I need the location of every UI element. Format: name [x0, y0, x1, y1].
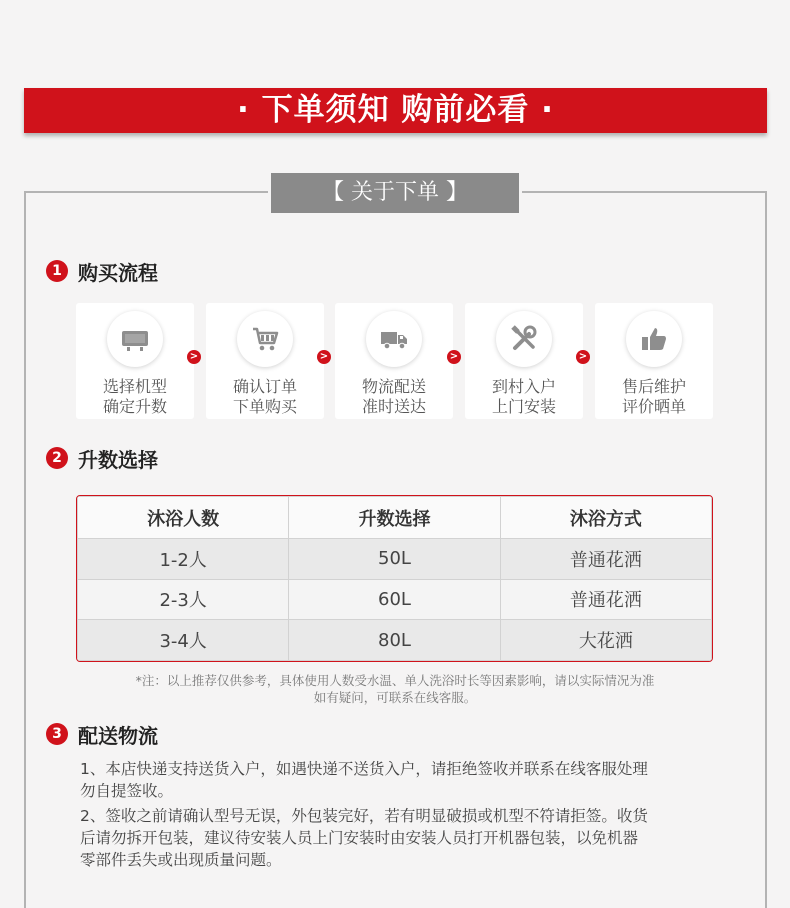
step-label-line2: 确定升数: [102, 397, 167, 416]
delivery-paragraph-1: [80, 758, 700, 802]
section-number: 2: [46, 447, 68, 469]
column-header: 升数选择: [289, 497, 500, 539]
table-cell: 3-4人: [78, 620, 289, 661]
step-label-line1: 确认订单: [232, 377, 297, 396]
purchase-steps: [76, 303, 716, 419]
paragraph-line: 后请勿拆开包装，建议待安装人员上门安装时由安装人员打开机器包装，以免机器: [80, 829, 639, 847]
step-label-line1: 选择机型: [102, 377, 167, 396]
paragraph-line: 零部件丢失或出现质量问题。: [80, 851, 282, 869]
paragraph-line: 2、签收之前请确认型号无误，外包装完好，若有明显破损或机型不符请拒签。收货: [80, 807, 648, 825]
table-cell: 2-3人: [78, 579, 289, 620]
table-cell: 大花洒: [500, 620, 711, 661]
step-arrow-icon: >: [317, 350, 331, 364]
table-note-line2: 如有疑问，可联系在线客服。: [313, 690, 477, 705]
water-heater-icon: [121, 325, 149, 353]
step-label-line1: 物流配送: [361, 377, 426, 396]
section-title: 购买流程: [78, 260, 158, 285]
step-arrow-icon: >: [576, 350, 590, 364]
tools-icon: [510, 325, 538, 353]
table-cell: 80L: [289, 620, 500, 661]
section-tab: 【 关于下单 】: [268, 173, 522, 213]
step-arrow-icon: >: [187, 350, 201, 364]
step-label-line2: 下单购买: [232, 397, 297, 416]
section-heading-capacity: [46, 445, 158, 471]
truck-icon: [380, 325, 408, 353]
thumbs-up-icon: [640, 325, 668, 353]
step-icon-circle: [496, 311, 552, 367]
step-icon-circle: [366, 311, 422, 367]
step-label-line2: 评价晒单: [621, 397, 686, 416]
table-cell: 50L: [289, 539, 500, 580]
banner-title: · 下单须知 购前必看 ·: [24, 88, 767, 133]
step-icon-circle: [107, 311, 163, 367]
column-header: 沐浴方式: [500, 497, 711, 539]
step-confirm-order: [206, 303, 324, 419]
step-label-line1: 售后维护: [621, 377, 686, 396]
table-cell: 60L: [289, 579, 500, 620]
table-cell: 普通花洒: [500, 539, 711, 580]
step-label-line1: 到村入户: [491, 377, 556, 396]
table-row: [78, 539, 712, 580]
step-icon-circle: [237, 311, 293, 367]
step-after-sales: [595, 303, 713, 419]
step-icon-circle: [626, 311, 682, 367]
step-choose-model: [76, 303, 194, 419]
table-row: [78, 620, 712, 661]
section-heading-purchase: [46, 258, 158, 284]
section-title: 升数选择: [78, 447, 158, 472]
paragraph-line: 1、本店快递支持送货入户，如遇快递不送货入户，请拒绝签收并联系在线客服处理: [80, 760, 648, 778]
table-cell: 1-2人: [78, 539, 289, 580]
column-header: 沐浴人数: [78, 497, 289, 539]
capacity-table: [76, 495, 713, 662]
table-row: [78, 579, 712, 620]
paragraph-line: 勿自提签收。: [80, 782, 174, 800]
table-note-line1: *注：以上推荐仅供参考，具体使用人数受水温、单人洗浴时长等因素影响，请以实际情况为准: [135, 673, 655, 688]
delivery-paragraph-2: [80, 805, 700, 871]
cart-icon: [251, 325, 279, 353]
step-label-line2: 准时送达: [361, 397, 426, 416]
table-header-row: [78, 497, 712, 539]
section-number: 1: [46, 260, 68, 282]
section-number: 3: [46, 723, 68, 745]
section-title: 配送物流: [78, 723, 158, 748]
section-heading-delivery: [46, 721, 158, 747]
step-label-line2: 上门安装: [491, 397, 556, 416]
step-installation: [465, 303, 583, 419]
table-cell: 普通花洒: [500, 579, 711, 620]
step-delivery: [335, 303, 453, 419]
step-arrow-icon: >: [447, 350, 461, 364]
